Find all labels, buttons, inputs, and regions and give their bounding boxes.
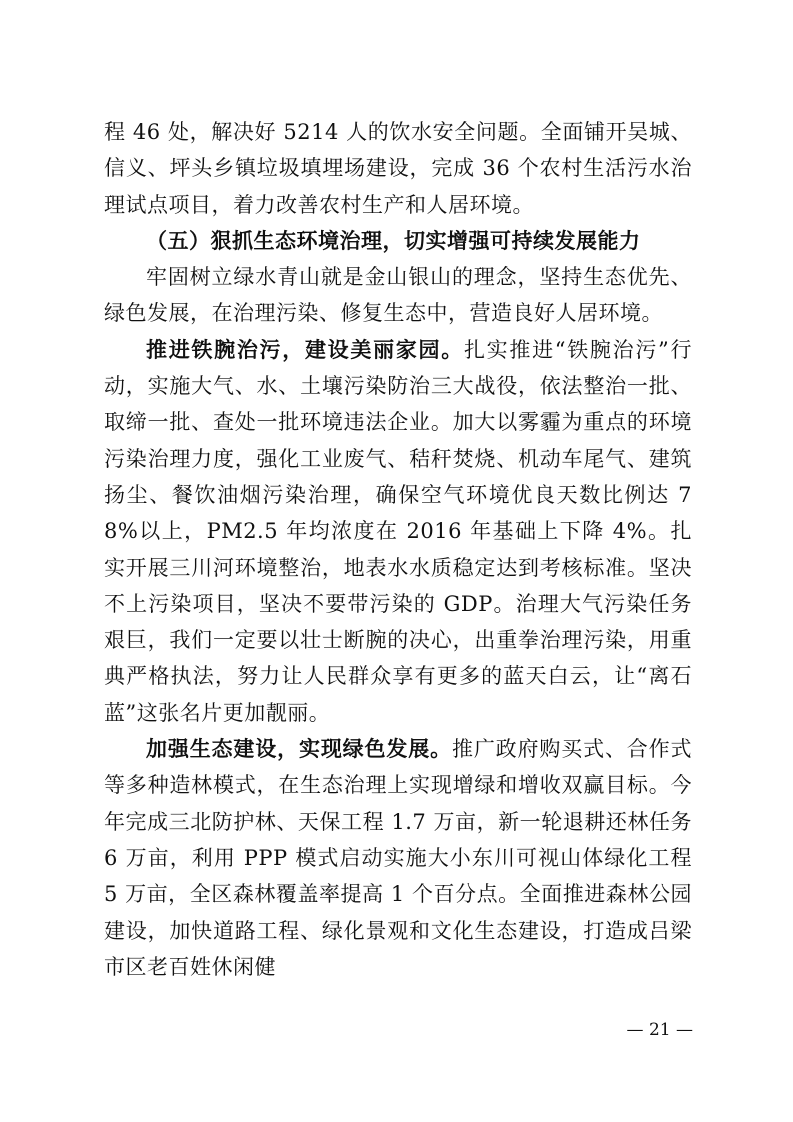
page-number: — 21 — bbox=[626, 1020, 693, 1040]
paragraph-pollution-control bbox=[104, 332, 692, 731]
paragraph-text: 牢固树立绿水青山就是金山银山的理念，坚持生态优先、绿色发展，在治理污染、修复生态中，营造良好人居环境。 bbox=[104, 265, 692, 326]
paragraph-lead: 推进铁腕治污，建设美丽家园。 bbox=[146, 336, 464, 362]
paragraph-text: 推广政府购买式、合作式等多种造林模式，在生态治理上实现增绿和增收双赢目标。今年完成三北防护林、天保工程 1.7 万亩，新一轮退耕还林任务 6 万亩，利用 PPP 模式启动实施大小东川可视山体绿化工程 5 万亩，全区森林覆盖率提高 1 个百分点。全面推进森林公园建设，加快道路工程、绿化景观和文化生态建设，打造成吕梁市区老百姓休闲健 bbox=[104, 737, 693, 979]
document-body bbox=[104, 114, 692, 985]
paragraph-text: 扎实推进“铁腕治污”行动，实施大气、水、土壤污染防治三大战役，依法整治一批、取缔一批、查处一批环境违法企业。加大以雾霾为重点的环境污染治理力度，强化工业废气、秸秆焚烧、机动车尾气、建筑扬尘、餐饮油烟污染治理，确保空气环境优良天数比例达 78%以上，PM2.5 年均浓度在 2016 年基础上下降 4%。扎实开展三川河环境整治，地表水水质稳定达到考核标准。坚决不上污染项目，坚决不要带污染的 GDP。治理大气污染任务艰巨，我们一定要以壮士断腕的决心，出重拳治理污染，用重典严格执法，努力让人民群众享有更多的蓝天白云，让“离石蓝”这张名片更加靓丽。 bbox=[104, 337, 692, 725]
paragraph-lead: 加强生态建设，实现绿色发展。 bbox=[146, 736, 452, 762]
paragraph-text: 程 46 处，解决好 5214 人的饮水安全问题。全面铺开吴城、信义、坪头乡镇垃圾填埋场建设，完成 36 个农村生活污水治理试点项目，着力改善农村生产和人居环境。 bbox=[104, 120, 692, 217]
section-heading: （五）狠抓生态环境治理，切实增强可持续发展能力 bbox=[146, 228, 641, 253]
paragraph-ecological-construction bbox=[104, 731, 692, 985]
paragraph-intro bbox=[104, 259, 692, 332]
paragraph-continuation bbox=[104, 114, 692, 223]
